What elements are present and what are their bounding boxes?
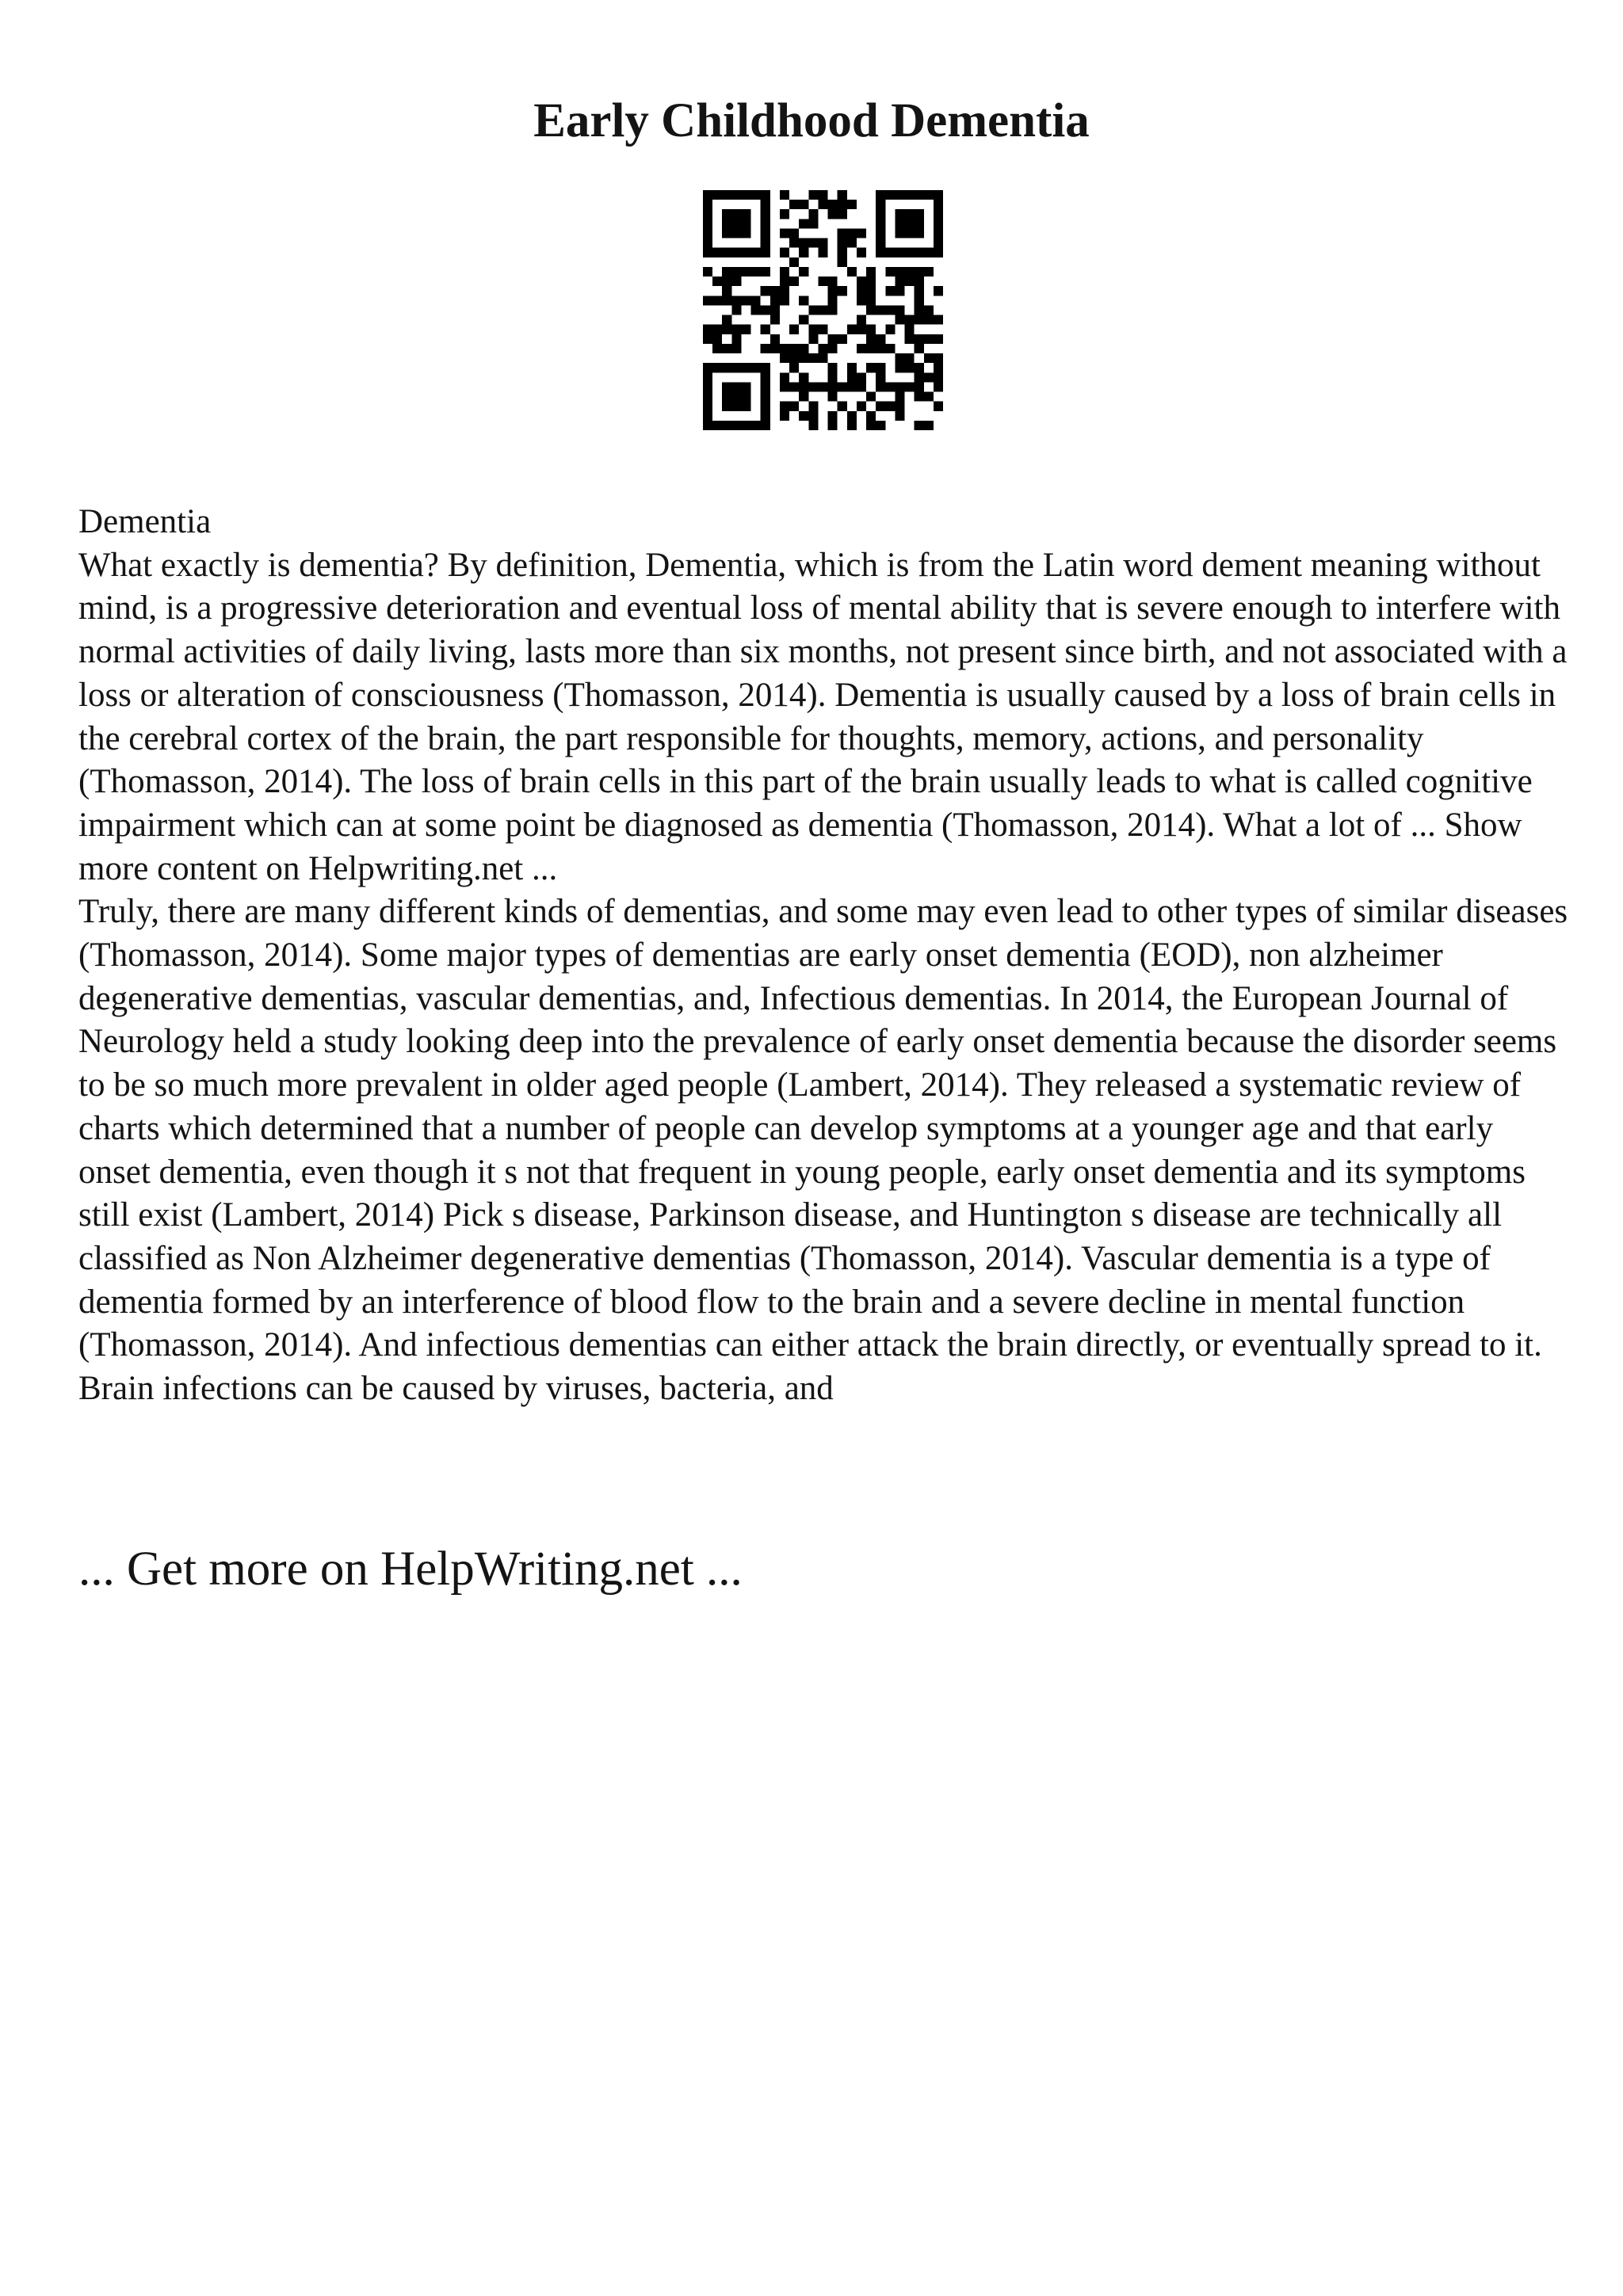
qr-code-graphic [703, 190, 943, 430]
page-title: Early Childhood Dementia [533, 94, 1090, 147]
qr-code-icon [703, 190, 943, 430]
get-more-link[interactable]: ... Get more on HelpWriting.net ... [78, 1543, 743, 1596]
paragraph-2: Truly, there are many different kinds of dementias, and some may even lead to other types of similar diseases (Thomasson, 2014). Some major types of dementias are early onset dementia (EOD), non alzheimer degenerative dementias, vascular dementias, and, Infectious dementias. In 2014, the European Journal of Neurology held a study looking deep into the prevalence of early onset dementia because the disorder seems to be so much more prevalent in older aged people (Lambert, 2014). They released a systematic review of charts which determined that a number of people can develop symptoms at a younger age and that early onset dementia, even though it s not that frequent in young people, early onset dementia and its symptoms still exist (Lambert, 2014) Pick s disease, Parkinson disease, and Huntington s disease are technically all classified as Non Alzheimer degenerative dementias (Thomasson, 2014). Vascular dementia is a type of dementia formed by an interference of blood flow to the brain and a severe decline in mental function (Thomasson, 2014). And infectious dementias can either attack the brain directly, or eventually spread to it. Brain infections can be caused by viruses, bacteria, and [78, 893, 1568, 1408]
section-heading: Dementia [78, 503, 212, 540]
article-body [78, 501, 1568, 1411]
paragraph-1: What exactly is dementia? By definition, Dementia, which is from the Latin word dement meaning without mind, is a progressive deterioration and eventual loss of mental ability that is severe enough to interfere with normal activities of daily living, lasts more than six months, not present since birth, and not associated with a loss or alteration of consciousness (Thomasson, 2014). Dementia is usually caused by a loss of brain cells in the cerebral cortex of the brain, the part responsible for thoughts, memory, actions, and personality (Thomasson, 2014). The loss of brain cells in this part of the brain usually leads to what is called cognitive impairment which can at some point be diagnosed as dementia (Thomasson, 2014). What a lot of ... Show more content on Helpwriting.net ... [78, 546, 1568, 887]
